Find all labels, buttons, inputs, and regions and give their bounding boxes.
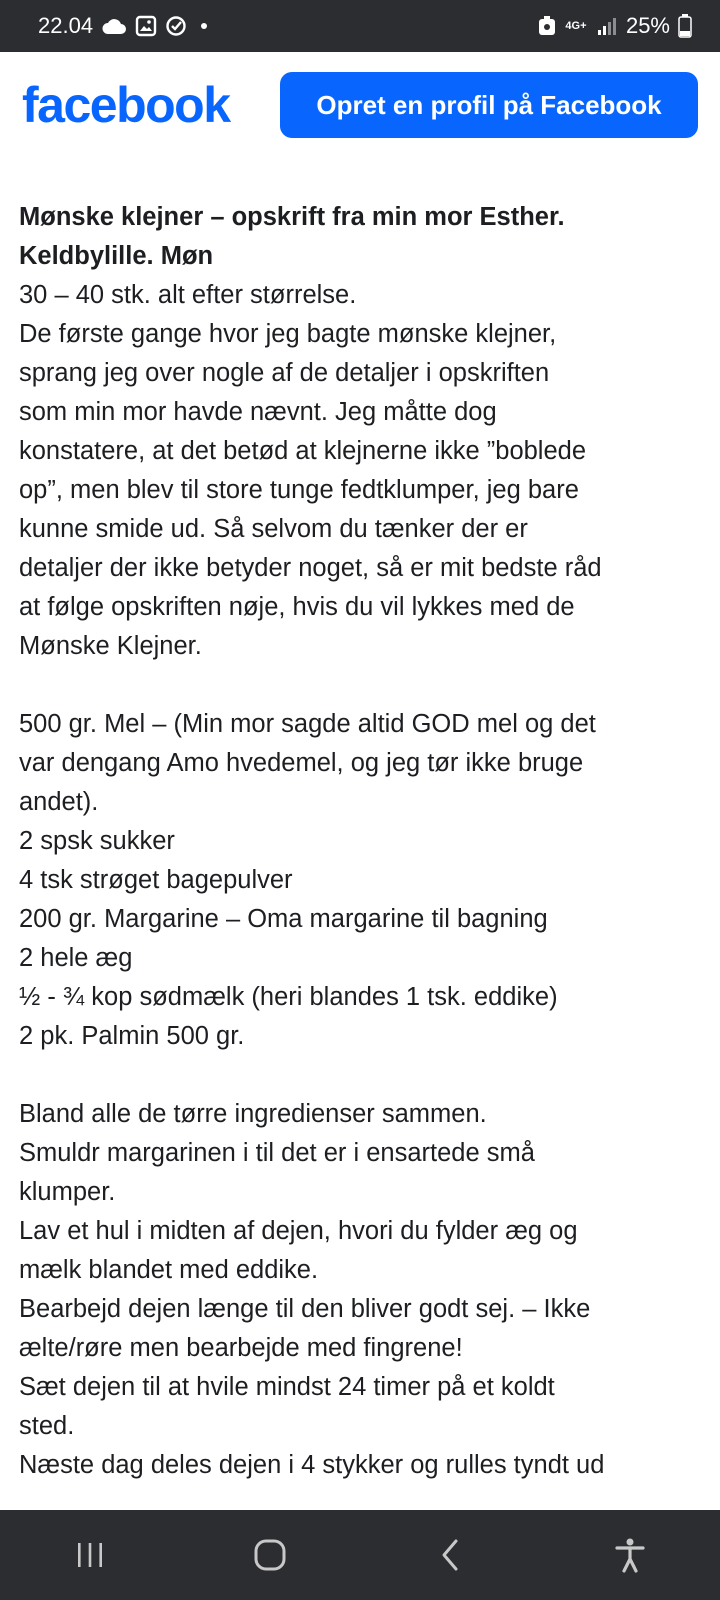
post-text-line: som min mor havde nævnt. Jeg måtte dog xyxy=(19,398,497,426)
post-text-line: op”, men blev til store tunge fedtklumper, jeg bare xyxy=(19,476,579,504)
gallery-icon xyxy=(135,15,157,37)
ingredient-line: ½ - ¾ kop sødmælk (heri blandes 1 tsk. eddike) xyxy=(19,983,558,1011)
method-line: sted. xyxy=(19,1412,75,1440)
post-text-line: konstatere, at det betød at klejnerne ikke ”boblede xyxy=(19,437,587,465)
post-text-line: sprang jeg over nogle af de detaljer i opskriften xyxy=(19,359,550,387)
recent-apps-icon[interactable] xyxy=(45,1520,135,1590)
status-right xyxy=(538,13,692,39)
ingredient-line: 2 hele æg xyxy=(19,944,133,972)
paragraph-gap xyxy=(19,666,709,705)
method-line: Smuldr margarinen i til det er i ensartede små xyxy=(19,1139,535,1167)
ingredient-line: var dengang Amo hvedemel, og jeg tør ikke bruge xyxy=(19,749,584,777)
post-text-line: kunne smide ud. Så selvom du tænker der er xyxy=(19,515,528,543)
post-text-line: Mønske Klejner. xyxy=(19,632,202,660)
post-text-line: De første gange hvor jeg bagte mønske klejner, xyxy=(19,320,557,348)
method-line: Sæt dejen til at hvile mindst 24 timer på et koldt xyxy=(19,1373,555,1401)
ingredient-line: andet). xyxy=(19,788,99,816)
facebook-header xyxy=(0,52,720,158)
method-line: Lav et hul i midten af dejen, hvori du fylder æg og xyxy=(19,1217,578,1245)
signal-icon xyxy=(596,16,618,36)
cloud-icon xyxy=(101,17,127,35)
method-line: Næste dag deles dejen i 4 stykker og rulles tyndt ud xyxy=(19,1451,605,1479)
post-title-line: Keldbylille. Møn xyxy=(19,242,214,270)
facebook-logo[interactable]: facebook xyxy=(22,77,230,133)
ingredient-line: 500 gr. Mel – (Min mor sagde altid GOD mel og det xyxy=(19,710,596,738)
dot-icon xyxy=(201,23,207,29)
method-line: mælk blandet med eddike. xyxy=(19,1256,319,1284)
network-type: 4G+ xyxy=(565,19,587,32)
battery-icon xyxy=(678,14,692,38)
navigation-bar xyxy=(0,1510,720,1600)
post-content xyxy=(19,198,709,1510)
back-icon[interactable] xyxy=(405,1520,495,1590)
paragraph-gap xyxy=(19,1056,709,1095)
post-text-line: 30 – 40 stk. alt efter størrelse. xyxy=(19,281,357,309)
vpn-icon xyxy=(538,15,556,37)
post-title-line: Mønske klejner – opskrift fra min mor Esther. xyxy=(19,203,565,231)
accessibility-icon[interactable] xyxy=(585,1520,675,1590)
method-line: ælte/røre men bearbejde med fingrene! xyxy=(19,1334,463,1362)
status-bar xyxy=(0,0,720,52)
ingredient-line: 2 pk. Palmin 500 gr. xyxy=(19,1022,245,1050)
post-text-line: at følge opskriften nøje, hvis du vil lykkes med de xyxy=(19,593,575,621)
ingredient-line: 2 spsk sukker xyxy=(19,827,175,855)
method-line: klumper. xyxy=(19,1178,116,1206)
check-circle-icon xyxy=(165,15,187,37)
post-text-line: detaljer der ikke betyder noget, så er mit bedste råd xyxy=(19,554,602,582)
home-icon[interactable] xyxy=(225,1520,315,1590)
status-time: 22.04 xyxy=(38,13,94,38)
battery-percent: 25% xyxy=(625,13,670,38)
ingredient-line: 4 tsk strøget bagepulver xyxy=(19,866,293,894)
signup-button[interactable]: Opret en profil på Facebook xyxy=(280,72,698,138)
ingredient-line: 200 gr. Margarine – Oma margarine til bagning xyxy=(19,905,548,933)
method-line: Bearbejd dejen længe til den bliver godt sej. – Ikke xyxy=(19,1295,591,1323)
method-line: Bland alle de tørre ingredienser sammen. xyxy=(19,1100,487,1128)
status-left xyxy=(38,13,207,39)
